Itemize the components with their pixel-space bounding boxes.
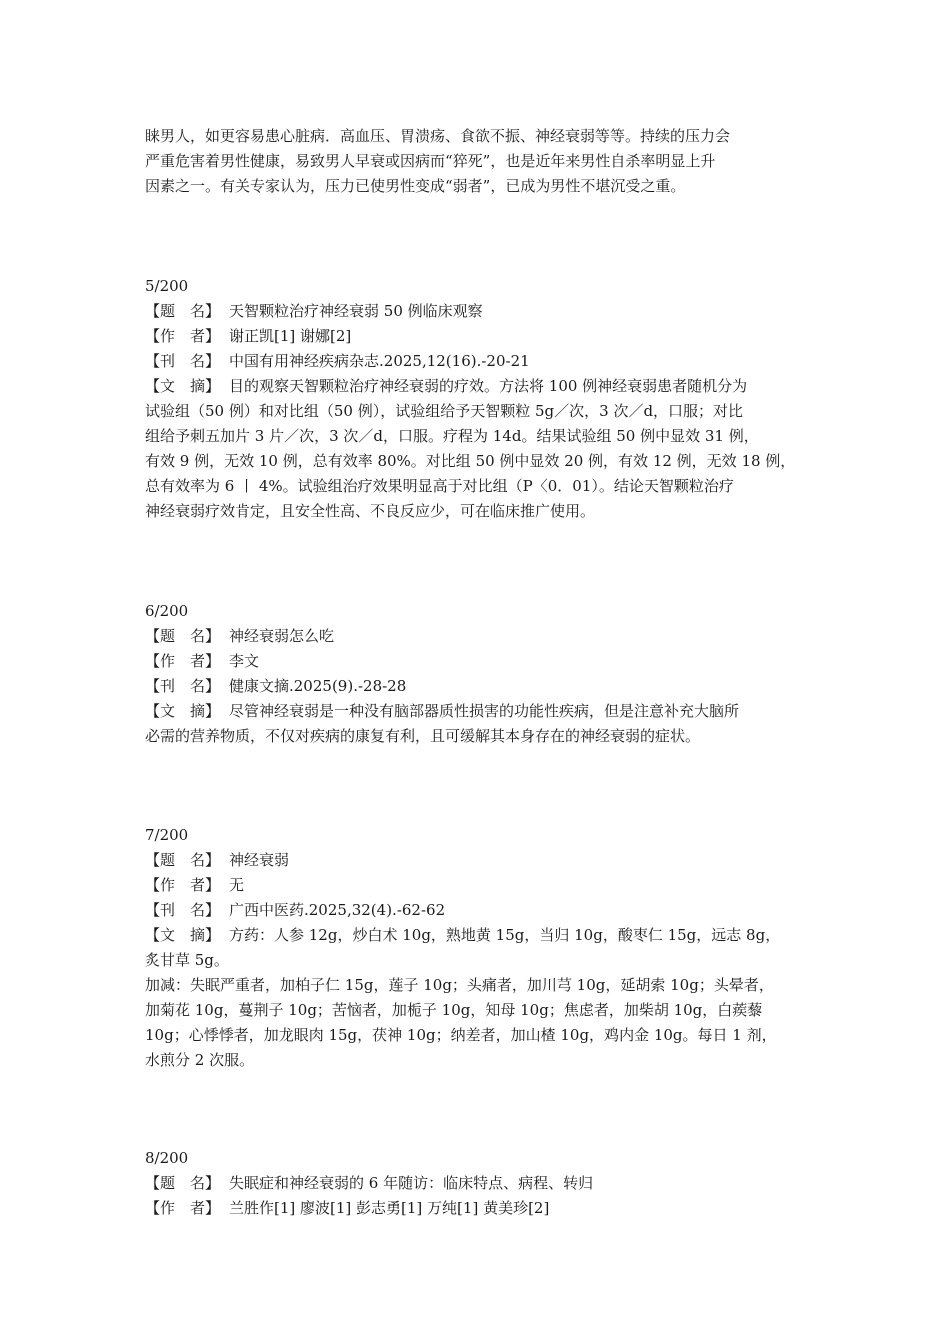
abstract-line: 组给予刺五加片 3 片／次，3 次／d，口服。疗程为 14d。结果试验组 50 例中显效 31 例， xyxy=(145,427,759,445)
record-author-row xyxy=(145,324,825,349)
record-author-row xyxy=(145,649,825,674)
abstract-line: 试验组（50 例）和对比组（50 例），试验组给予天智颗粒 5g／次，3 次／d，口服；对比 xyxy=(145,402,744,420)
abstract-line: 尽管神经衰弱是一种没有脑部器质性损害的功能性疾病，但是注意补充大脑所 xyxy=(229,702,740,720)
intro-paragraph xyxy=(145,124,825,199)
record-index: 6/200 xyxy=(145,602,189,620)
record-title-row xyxy=(145,299,825,324)
record-abstract-row xyxy=(145,923,825,948)
record-journal-row xyxy=(145,674,825,699)
record-author-row xyxy=(145,1196,825,1221)
record-5 xyxy=(145,274,825,524)
record-title: 失眠症和神经衰弱的 6 年随访：临床特点、病程、转归 xyxy=(229,1174,594,1192)
extra-line: 加菊花 10g，蔓荆子 10g；苦恼者，加栀子 10g，知母 10g；焦虑者，加柴胡 10g，白蒺藜 xyxy=(145,1001,763,1019)
abstract-line: 必需的营养物质，不仅对疾病的康复有利，且可缓解其本身存在的神经衰弱的症状。 xyxy=(145,727,701,745)
record-journal: 健康文摘.2025(9).-28-28 xyxy=(229,677,407,695)
record-journal-row xyxy=(145,349,825,374)
extra-line: 10g；心悸悸者，加龙眼肉 15g，茯神 10g；纳差者，加山楂 10g，鸡内金 10g。每日 1 剂， xyxy=(145,1026,777,1044)
record-journal: 广西中医药.2025,32(4).-62-62 xyxy=(229,901,446,919)
record-title: 天智颗粒治疗神经衰弱 50 例临床观察 xyxy=(229,302,483,320)
record-abstract-row xyxy=(145,699,825,724)
record-7 xyxy=(145,823,825,1073)
abstract-line: 炙甘草 5g。 xyxy=(145,951,229,969)
title-label: 【题 名】 xyxy=(145,302,221,320)
record-index: 5/200 xyxy=(145,277,189,295)
abstract-label: 【文 摘】 xyxy=(145,702,221,720)
abstract-label: 【文 摘】 xyxy=(145,926,221,944)
abstract-line: 总有效率为 6 丨 4%。试验组治疗效果明显高于对比组（P〈0．01）。结论天智颗粒治疗 xyxy=(145,477,734,495)
record-journal-row xyxy=(145,898,825,923)
author-label: 【作 者】 xyxy=(145,327,221,345)
abstract-line: 方药：人参 12g，炒白术 10g，熟地黄 15g，当归 10g，酸枣仁 15g，远志 8g， xyxy=(229,926,781,944)
intro-line: 睐男人，如更容易患心脏病．高血压、胃溃疡、食欲不振、神经衰弱等等。持续的压力会 xyxy=(145,127,731,145)
record-title-row xyxy=(145,848,825,873)
record-8 xyxy=(145,1146,825,1221)
record-abstract-row xyxy=(145,374,825,399)
record-author: 无 xyxy=(229,876,245,894)
record-author: 谢正凯[1] 谢娜[2] xyxy=(229,327,352,345)
author-label: 【作 者】 xyxy=(145,652,221,670)
intro-line: 因素之一。有关专家认为，压力已使男性变成“弱者”，已成为男性不堪沉受之重。 xyxy=(145,177,686,195)
record-author-row xyxy=(145,873,825,898)
title-label: 【题 名】 xyxy=(145,627,221,645)
title-label: 【题 名】 xyxy=(145,851,221,869)
extra-line: 加减：失眠严重者，加柏子仁 15g，莲子 10g；头痛者，加川芎 10g，延胡索 10g；头晕者， xyxy=(145,976,774,994)
journal-label: 【刊 名】 xyxy=(145,901,221,919)
record-journal: 中国有用神经疾病杂志.2025,12(16).-20-21 xyxy=(229,352,530,370)
record-index: 8/200 xyxy=(145,1149,189,1167)
title-label: 【题 名】 xyxy=(145,1174,221,1192)
author-label: 【作 者】 xyxy=(145,1199,221,1217)
record-title-row xyxy=(145,624,825,649)
journal-label: 【刊 名】 xyxy=(145,677,221,695)
extra-line: 水煎分 2 次服。 xyxy=(145,1051,255,1069)
record-index: 7/200 xyxy=(145,826,189,844)
journal-label: 【刊 名】 xyxy=(145,352,221,370)
abstract-line: 目的观察天智颗粒治疗神经衰弱的疗效。方法将 100 例神经衰弱患者随机分为 xyxy=(229,377,748,395)
abstract-label: 【文 摘】 xyxy=(145,377,221,395)
abstract-line: 有效 9 例，无效 10 例，总有效率 80%。对比组 50 例中显效 20 例，有效 12 例，无效 18 例， xyxy=(145,452,796,470)
record-6 xyxy=(145,599,825,749)
record-author: 李文 xyxy=(229,652,260,670)
record-title-row xyxy=(145,1171,825,1196)
intro-line: 严重危害着男性健康，易致男人早衰或因病而“猝死”，也是近年来男性自杀率明显上升 xyxy=(145,152,716,170)
record-author: 兰胜作[1] 廖波[1] 彭志勇[1] 万纯[1] 黄美珍[2] xyxy=(229,1199,550,1217)
record-title: 神经衰弱 xyxy=(229,851,290,869)
record-title: 神经衰弱怎么吃 xyxy=(229,627,335,645)
author-label: 【作 者】 xyxy=(145,876,221,894)
abstract-line: 神经衰弱疗效肯定，且安全性高、不良反应少，可在临床推广使用。 xyxy=(145,502,596,520)
